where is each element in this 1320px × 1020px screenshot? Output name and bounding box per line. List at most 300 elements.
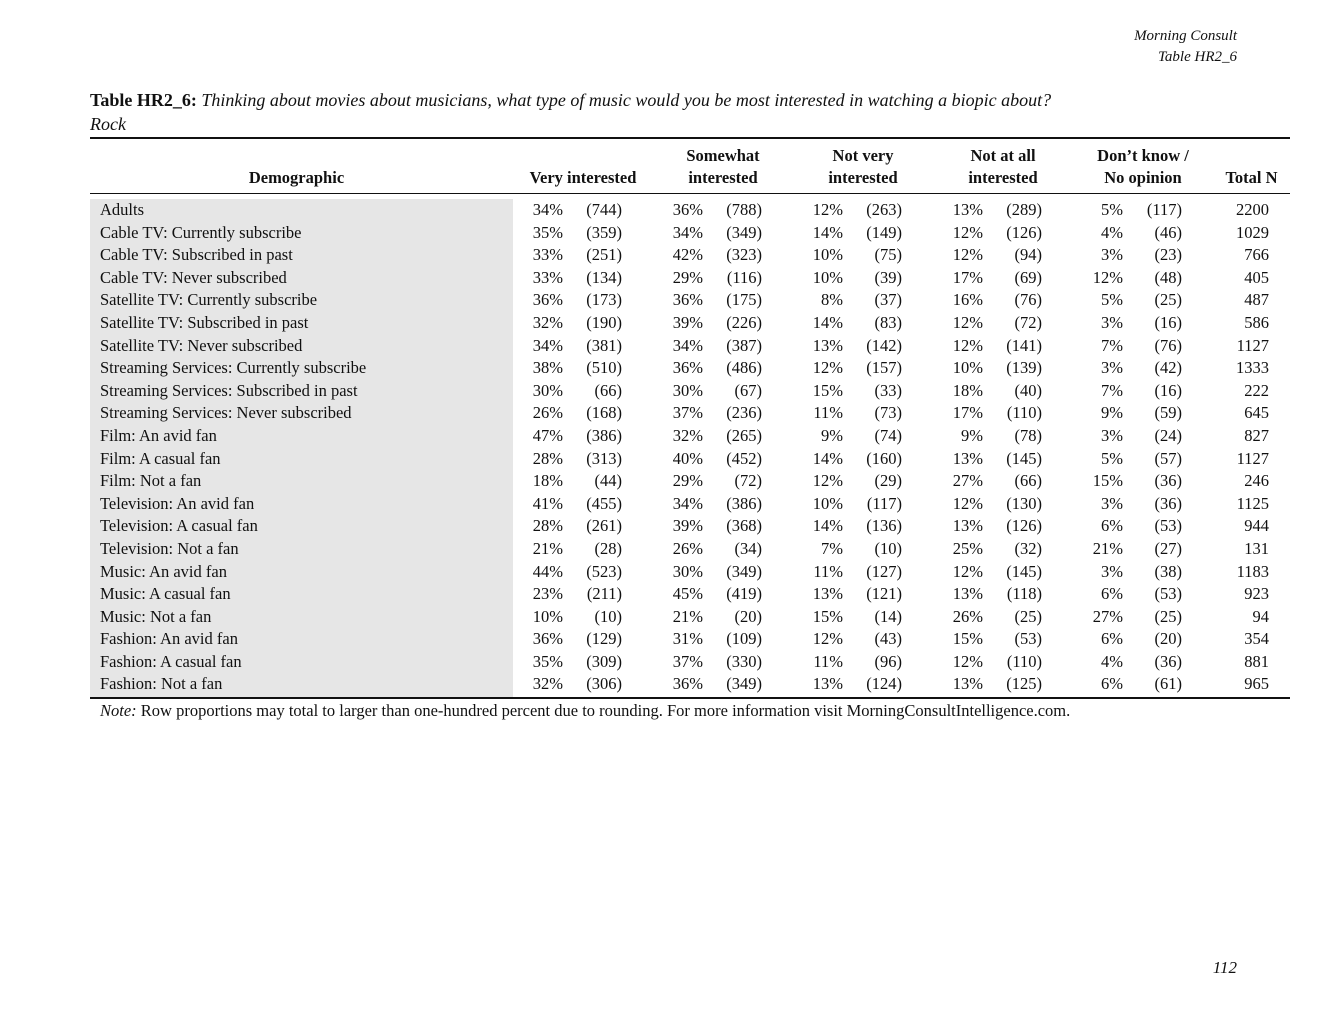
cell-very-n: (66): [594, 380, 622, 400]
cell-somewhat-n: (486): [726, 358, 762, 378]
col-header-total-n: Total N: [1225, 168, 1278, 187]
cell-notatall-pct: 15%: [952, 629, 983, 649]
cell-very-pct: 36%: [532, 629, 563, 649]
cell-demographic: Adults: [100, 200, 145, 219]
cell-dk-pct: 3%: [1101, 561, 1123, 581]
cell-notvery-pct: 11%: [813, 651, 843, 671]
table-row: [90, 538, 1290, 561]
cell-dk-pct: 5%: [1101, 290, 1123, 310]
cell-dk-n: (36): [1154, 493, 1182, 513]
table-row: [90, 651, 1290, 674]
cell-dk-pct: 15%: [1092, 471, 1123, 491]
cell-somewhat-pct: 39%: [672, 516, 703, 536]
cell-demographic: Cable TV: Currently subscribe: [100, 222, 302, 242]
cell-notvery-pct: 14%: [812, 448, 843, 468]
cell-notatall-n: (40): [1014, 380, 1042, 400]
cell-dk-pct: 5%: [1101, 200, 1123, 219]
cell-total-n: 1127: [1236, 335, 1269, 355]
cell-notatall-pct: 17%: [952, 267, 983, 287]
cell-notatall-pct: 10%: [952, 358, 983, 378]
cell-somewhat-n: (175): [726, 290, 762, 310]
col-header-somewhat-line1: Somewhat: [686, 146, 760, 165]
cell-notvery-n: (136): [866, 516, 902, 536]
cell-demographic: Television: An avid fan: [100, 493, 255, 513]
cell-very-pct: 41%: [532, 493, 563, 513]
cell-very-pct: 44%: [532, 561, 563, 581]
cell-notvery-n: (149): [866, 222, 902, 242]
cell-dk-pct: 7%: [1101, 380, 1123, 400]
cell-notatall-pct: 25%: [952, 538, 983, 558]
cell-somewhat-pct: 42%: [672, 245, 703, 265]
cell-dk-pct: 3%: [1101, 425, 1123, 445]
cell-total-n: 94: [1252, 606, 1269, 626]
cell-notatall-pct: 12%: [952, 312, 983, 332]
cell-dk-pct: 3%: [1101, 312, 1123, 332]
cell-dk-n: (24): [1154, 425, 1182, 445]
table-row: [90, 380, 1290, 403]
cell-very-n: (313): [586, 448, 622, 468]
cell-total-n: 1125: [1236, 493, 1269, 513]
cell-notatall-pct: 16%: [952, 290, 983, 310]
cell-somewhat-pct: 26%: [672, 538, 703, 558]
cell-very-n: (251): [586, 245, 622, 265]
cell-demographic: Television: A casual fan: [100, 516, 258, 536]
cell-dk-pct: 4%: [1101, 222, 1123, 242]
table-row: [90, 244, 1290, 267]
cell-very-n: (44): [594, 471, 622, 491]
cell-demographic: Streaming Services: Subscribed in past: [100, 380, 358, 400]
table-header-rule: [90, 193, 1290, 194]
cell-dk-pct: 3%: [1101, 245, 1123, 265]
cell-demographic: Satellite TV: Never subscribed: [100, 335, 303, 355]
cell-total-n: 354: [1244, 629, 1269, 649]
cell-very-pct: 26%: [532, 403, 563, 423]
cell-somewhat-n: (349): [726, 674, 762, 694]
cell-very-pct: 35%: [532, 651, 563, 671]
cell-somewhat-pct: 37%: [672, 403, 703, 423]
cell-somewhat-n: (236): [726, 403, 762, 423]
cell-notatall-pct: 17%: [952, 403, 983, 423]
cell-very-n: (510): [586, 358, 622, 378]
cell-somewhat-n: (387): [726, 335, 762, 355]
table-bottom-rule: [90, 697, 1290, 699]
table-row: [90, 267, 1290, 290]
cell-somewhat-n: (116): [726, 267, 762, 287]
cell-notvery-pct: 13%: [812, 584, 843, 604]
cell-total-n: 1183: [1236, 561, 1269, 581]
cell-dk-n: (48): [1154, 267, 1182, 287]
cell-dk-n: (117): [1146, 200, 1182, 219]
cell-dk-n: (16): [1154, 380, 1182, 400]
cell-somewhat-n: (330): [726, 651, 762, 671]
cell-notatall-n: (118): [1006, 584, 1042, 604]
table-row: [90, 357, 1290, 380]
cell-total-n: 1333: [1236, 358, 1269, 378]
cell-notvery-n: (96): [874, 651, 902, 671]
cell-very-pct: 34%: [532, 200, 563, 219]
cell-very-n: (129): [586, 629, 622, 649]
cell-notatall-pct: 13%: [952, 516, 983, 536]
crosstab-table: [90, 137, 1290, 722]
caption-label: Table HR2_6:: [90, 90, 197, 110]
cell-somewhat-pct: 29%: [672, 267, 703, 287]
cell-dk-pct: 3%: [1101, 358, 1123, 378]
cell-somewhat-pct: 45%: [672, 584, 703, 604]
cell-somewhat-pct: 36%: [672, 290, 703, 310]
cell-dk-n: (53): [1154, 516, 1182, 536]
cell-notatall-pct: 12%: [952, 335, 983, 355]
cell-somewhat-pct: 39%: [672, 312, 703, 332]
cell-dk-pct: 9%: [1101, 403, 1123, 423]
cell-total-n: 766: [1244, 245, 1269, 265]
table-rows: [90, 199, 1290, 696]
cell-somewhat-pct: 30%: [672, 380, 703, 400]
cell-notatall-pct: 13%: [952, 200, 983, 219]
cell-dk-n: (61): [1154, 674, 1182, 694]
cell-dk-pct: 12%: [1092, 267, 1123, 287]
cell-notvery-pct: 14%: [812, 516, 843, 536]
col-header-somewhat-line2: interested: [688, 168, 758, 187]
cell-total-n: 586: [1244, 312, 1269, 332]
cell-dk-pct: 4%: [1101, 651, 1123, 671]
cell-somewhat-n: (788): [726, 200, 762, 219]
table-body: [90, 199, 1290, 697]
cell-notatall-n: (130): [1006, 493, 1042, 513]
cell-very-pct: 38%: [532, 358, 563, 378]
cell-demographic: Satellite TV: Subscribed in past: [100, 312, 309, 332]
cell-dk-pct: 6%: [1101, 584, 1123, 604]
cell-dk-n: (36): [1154, 651, 1182, 671]
cell-very-pct: 10%: [532, 606, 563, 626]
col-header-dk-line2: No opinion: [1104, 168, 1182, 187]
table-row: [90, 312, 1290, 335]
cell-very-n: (386): [586, 425, 622, 445]
cell-dk-n: (25): [1154, 606, 1182, 626]
col-header-very-interested: Very interested: [529, 168, 637, 187]
col-header-notvery-line1: Not very: [832, 146, 894, 165]
cell-very-n: (168): [586, 403, 622, 423]
cell-somewhat-pct: 40%: [672, 448, 703, 468]
cell-notvery-pct: 12%: [812, 471, 843, 491]
cell-somewhat-n: (20): [734, 606, 762, 626]
table-row: [90, 515, 1290, 538]
note-text: Row proportions may total to larger than one-hundred percent due to rounding. For more information visit MorningConsultIntelligence.com.: [140, 701, 1071, 720]
cell-dk-n: (46): [1154, 222, 1182, 242]
cell-notvery-n: (75): [874, 245, 902, 265]
cell-notvery-n: (10): [874, 538, 902, 558]
header-org: Morning Consult: [1134, 28, 1237, 44]
cell-notatall-pct: 12%: [952, 222, 983, 242]
cell-total-n: 222: [1244, 380, 1269, 400]
cell-somewhat-n: (386): [726, 493, 762, 513]
cell-somewhat-pct: 29%: [672, 471, 703, 491]
cell-somewhat-n: (368): [726, 516, 762, 536]
cell-very-n: (190): [586, 312, 622, 332]
cell-notvery-n: (157): [866, 358, 902, 378]
cell-very-pct: 23%: [532, 584, 563, 604]
cell-very-n: (523): [586, 561, 622, 581]
cell-demographic: Fashion: An avid fan: [100, 629, 238, 649]
cell-demographic: Streaming Services: Never subscribed: [100, 403, 352, 423]
cell-notatall-pct: 13%: [952, 584, 983, 604]
cell-notatall-n: (145): [1006, 561, 1042, 581]
cell-somewhat-pct: 30%: [672, 561, 703, 581]
cell-notvery-n: (33): [874, 380, 902, 400]
cell-notvery-pct: 15%: [812, 606, 843, 626]
cell-dk-pct: 3%: [1101, 493, 1123, 513]
cell-notvery-n: (73): [874, 403, 902, 423]
table-row: [90, 561, 1290, 584]
cell-notvery-pct: 7%: [821, 538, 843, 558]
note-label: Note:: [100, 701, 137, 720]
cell-somewhat-n: (34): [734, 538, 762, 558]
header-table-id: Table HR2_6: [1157, 49, 1237, 65]
cell-notatall-n: (69): [1014, 267, 1042, 287]
cell-notatall-n: (110): [1006, 651, 1042, 671]
cell-notatall-pct: 18%: [952, 380, 983, 400]
table-row: [90, 583, 1290, 606]
cell-notvery-n: (160): [866, 448, 902, 468]
cell-dk-pct: 6%: [1101, 629, 1123, 649]
cell-very-pct: 32%: [532, 312, 563, 332]
cell-notvery-n: (83): [874, 312, 902, 332]
cell-total-n: 944: [1244, 516, 1269, 536]
cell-notvery-pct: 8%: [821, 290, 843, 310]
cell-very-pct: 33%: [532, 267, 563, 287]
cell-dk-pct: 5%: [1101, 448, 1123, 468]
cell-dk-pct: 7%: [1101, 335, 1123, 355]
cell-somewhat-pct: 36%: [672, 358, 703, 378]
cell-somewhat-n: (452): [726, 448, 762, 468]
cell-dk-n: (20): [1154, 629, 1182, 649]
cell-notatall-pct: 26%: [952, 606, 983, 626]
cell-notatall-pct: 12%: [952, 493, 983, 513]
col-header-dk-line1: Don’t know /: [1097, 146, 1189, 165]
cell-notvery-pct: 15%: [812, 380, 843, 400]
cell-very-pct: 35%: [532, 222, 563, 242]
cell-somewhat-n: (419): [726, 584, 762, 604]
cell-notatall-n: (139): [1006, 358, 1042, 378]
cell-total-n: 827: [1244, 425, 1269, 445]
cell-notatall-n: (32): [1014, 538, 1042, 558]
cell-somewhat-n: (349): [726, 561, 762, 581]
cell-very-pct: 36%: [532, 290, 563, 310]
table-row: [90, 425, 1290, 448]
cell-very-pct: 32%: [532, 674, 563, 694]
cell-notvery-pct: 12%: [812, 629, 843, 649]
cell-very-n: (28): [594, 538, 622, 558]
cell-dk-n: (76): [1154, 335, 1182, 355]
table-row: [90, 222, 1290, 245]
cell-notvery-n: (127): [866, 561, 902, 581]
cell-notatall-n: (126): [1006, 222, 1042, 242]
cell-notatall-pct: 27%: [952, 471, 983, 491]
table-row: [90, 335, 1290, 358]
table-row: [90, 606, 1290, 629]
cell-notvery-n: (43): [874, 629, 902, 649]
cell-somewhat-pct: 34%: [672, 222, 703, 242]
cell-somewhat-n: (72): [734, 471, 762, 491]
table-row: [90, 493, 1290, 516]
cell-very-n: (211): [586, 584, 622, 604]
cell-very-n: (261): [586, 516, 622, 536]
cell-notvery-pct: 10%: [812, 493, 843, 513]
cell-very-n: (309): [586, 651, 622, 671]
cell-demographic: Satellite TV: Currently subscribe: [100, 290, 318, 310]
cell-total-n: 923: [1244, 584, 1269, 604]
cell-somewhat-n: (67): [734, 380, 762, 400]
cell-notvery-n: (117): [866, 493, 902, 513]
page-number: 112: [1212, 958, 1237, 977]
cell-notvery-n: (121): [866, 584, 902, 604]
cell-notatall-pct: 12%: [952, 651, 983, 671]
cell-notvery-pct: 9%: [821, 425, 843, 445]
cell-notatall-n: (145): [1006, 448, 1042, 468]
cell-notvery-n: (124): [866, 674, 902, 694]
table-row: [90, 470, 1290, 493]
cell-notvery-n: (14): [874, 606, 902, 626]
cell-demographic: Music: A casual fan: [100, 584, 231, 604]
cell-somewhat-n: (226): [726, 312, 762, 332]
col-header-notatall-line1: Not at all: [970, 146, 1036, 165]
cell-dk-n: (53): [1154, 584, 1182, 604]
cell-notatall-pct: 13%: [952, 448, 983, 468]
table-header: [90, 139, 1290, 193]
cell-notatall-n: (125): [1006, 674, 1042, 694]
cell-very-pct: 34%: [532, 335, 563, 355]
cell-demographic: Music: Not a fan: [100, 606, 212, 626]
cell-notatall-n: (110): [1006, 403, 1042, 423]
cell-demographic: Cable TV: Subscribed in past: [100, 245, 293, 265]
cell-very-pct: 28%: [532, 448, 563, 468]
cell-somewhat-pct: 34%: [672, 335, 703, 355]
cell-very-pct: 21%: [532, 538, 563, 558]
cell-dk-n: (57): [1154, 448, 1182, 468]
cell-dk-pct: 6%: [1101, 516, 1123, 536]
cell-total-n: 405: [1244, 267, 1269, 287]
cell-dk-n: (27): [1154, 538, 1182, 558]
table-row: [90, 199, 1290, 222]
cell-total-n: 881: [1244, 651, 1269, 671]
cell-notatall-n: (78): [1014, 425, 1042, 445]
cell-notvery-n: (142): [866, 335, 902, 355]
cell-very-n: (455): [586, 493, 622, 513]
table-row: [90, 402, 1290, 425]
cell-dk-pct: 27%: [1092, 606, 1123, 626]
cell-notvery-pct: 11%: [813, 561, 843, 581]
cell-somewhat-n: (323): [726, 245, 762, 265]
cell-notvery-pct: 13%: [812, 674, 843, 694]
table-row: [90, 289, 1290, 312]
cell-notvery-pct: 12%: [812, 358, 843, 378]
cell-somewhat-pct: 36%: [672, 200, 703, 219]
running-header: [1134, 26, 1237, 68]
cell-dk-n: (38): [1154, 561, 1182, 581]
table-row: [90, 628, 1290, 651]
caption-subtitle: Rock: [90, 114, 126, 134]
cell-notvery-pct: 14%: [812, 222, 843, 242]
col-header-notatall-line2: interested: [968, 168, 1038, 187]
cell-notatall-n: (141): [1006, 335, 1042, 355]
cell-total-n: 965: [1244, 674, 1269, 694]
cell-notatall-n: (76): [1014, 290, 1042, 310]
cell-very-pct: 28%: [532, 516, 563, 536]
cell-demographic: Music: An avid fan: [100, 561, 227, 581]
cell-somewhat-n: (265): [726, 425, 762, 445]
cell-very-n: (359): [586, 222, 622, 242]
cell-somewhat-pct: 31%: [672, 629, 703, 649]
cell-notvery-pct: 10%: [812, 267, 843, 287]
cell-dk-pct: 6%: [1101, 674, 1123, 694]
cell-dk-n: (16): [1154, 312, 1182, 332]
cell-somewhat-pct: 34%: [672, 493, 703, 513]
cell-notatall-n: (25): [1014, 606, 1042, 626]
cell-dk-pct: 21%: [1092, 538, 1123, 558]
cell-dk-n: (42): [1154, 358, 1182, 378]
table-caption: [90, 88, 1290, 136]
cell-total-n: 246: [1244, 471, 1269, 491]
cell-notatall-n: (126): [1006, 516, 1042, 536]
cell-dk-n: (25): [1154, 290, 1182, 310]
cell-notvery-n: (74): [874, 425, 902, 445]
cell-notatall-n: (289): [1006, 200, 1042, 219]
cell-total-n: 131: [1244, 538, 1269, 558]
cell-total-n: 1029: [1236, 222, 1269, 242]
cell-notatall-n: (72): [1014, 312, 1042, 332]
cell-demographic: Film: An avid fan: [100, 425, 217, 445]
cell-very-n: (173): [586, 290, 622, 310]
table-note: [90, 700, 1290, 722]
cell-total-n: 645: [1244, 403, 1269, 423]
table-row: [90, 448, 1290, 471]
cell-notvery-n: (39): [874, 267, 902, 287]
cell-notvery-pct: 14%: [812, 312, 843, 332]
cell-somewhat-pct: 32%: [672, 425, 703, 445]
cell-very-pct: 18%: [532, 471, 563, 491]
cell-notatall-n: (53): [1014, 629, 1042, 649]
cell-notvery-pct: 12%: [812, 200, 843, 219]
cell-demographic: Television: Not a fan: [100, 538, 239, 558]
cell-notvery-n: (29): [874, 471, 902, 491]
cell-dk-n: (59): [1154, 403, 1182, 423]
cell-somewhat-pct: 21%: [672, 606, 703, 626]
cell-notvery-pct: 10%: [812, 245, 843, 265]
cell-very-n: (306): [586, 674, 622, 694]
cell-notatall-n: (66): [1014, 471, 1042, 491]
cell-notvery-pct: 13%: [812, 335, 843, 355]
cell-dk-n: (23): [1154, 245, 1182, 265]
cell-demographic: Streaming Services: Currently subscribe: [100, 358, 367, 378]
cell-somewhat-n: (109): [726, 629, 762, 649]
cell-somewhat-pct: 36%: [672, 674, 703, 694]
cell-very-pct: 47%: [532, 425, 563, 445]
cell-total-n: 2200: [1236, 200, 1269, 219]
table-row: [90, 673, 1290, 696]
cell-notatall-pct: 13%: [952, 674, 983, 694]
cell-very-n: (134): [586, 267, 622, 287]
cell-demographic: Fashion: A casual fan: [100, 651, 242, 671]
cell-notatall-pct: 12%: [952, 245, 983, 265]
col-header-demographic: Demographic: [248, 168, 345, 187]
col-header-notvery-line2: interested: [828, 168, 898, 187]
cell-very-n: (744): [586, 200, 622, 219]
cell-demographic: Cable TV: Never subscribed: [100, 267, 287, 287]
cell-demographic: Film: A casual fan: [100, 448, 221, 468]
cell-very-n: (381): [586, 335, 622, 355]
cell-demographic: Fashion: Not a fan: [100, 674, 223, 694]
cell-demographic: Film: Not a fan: [100, 471, 202, 491]
cell-dk-n: (36): [1154, 471, 1182, 491]
